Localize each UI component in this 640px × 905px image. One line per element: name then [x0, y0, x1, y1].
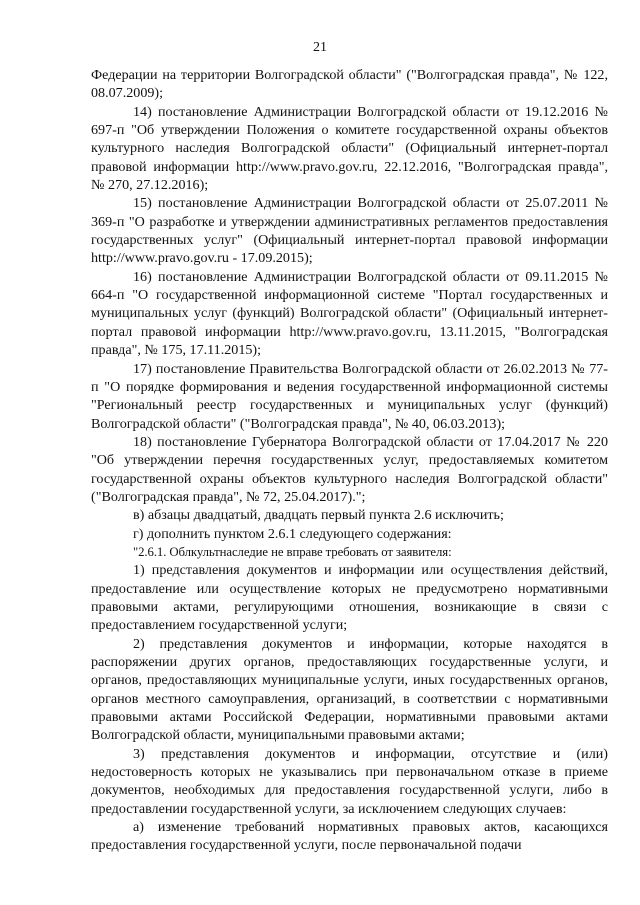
amendment-v: в) абзацы двадцатый, двадцать первый пункта 2.6 исключить; — [133, 507, 504, 524]
clause-item-1: 1) представления документов и информации или осуществления действий, предоставление или осуществление которых не предусмотрено нормативными правовыми актами, регулирующими отношения, возникающие в связи с предоставлением государственной услуги; — [91, 562, 608, 634]
clause-item-2: 2) представления документов и информации, которые находятся в распоряжении других органов, предоставляющих государственные услуги, и органов, предоставляющих муниципальные услуги, иных государственных органов, органов местного самоуправления, организаций, в соответствии с нормативными правовыми актами Российской Федерации, нормативными правовыми актами Волгоградской области, муниципальными правовыми актами; — [91, 635, 608, 744]
paragraph-continuation: Федерации на территории Волгоградской области" ("Волгоградская правда", № 122, 08.07.2009); — [91, 67, 608, 102]
page-number: 21 — [313, 40, 327, 55]
amendment-g: г) дополнить пунктом 2.6.1 следующего содержания: — [133, 525, 452, 542]
list-item-17: 17) постановление Правительства Волгоградской области от 26.02.2013 № 77-п "О порядке формирования и ведения государственной информационной системы "Региональный реестр государственных и муниципальных услуг (функций) Волгоградской области" ("Волгоградская правда", № 40, 06.03.2013); — [91, 360, 608, 432]
document-body — [91, 66, 608, 855]
list-item-18: 18) постановление Губернатора Волгоградской области от 17.04.2017 № 220 "Об утверждении перечня государственных услуг, предоставляемых комитетом государственной охраны объектов культурного наследия Волгоградской области" ("Волгоградская правда", № 72, 25.04.2017)."; — [91, 433, 608, 505]
list-item-15: 15) постановление Администрации Волгоградской области от 25.07.2011 № 369-п "О разработке и утверждении административных регламентов предоставления государственных услуг" (Официальный интернет-портал правовой информации http://www.pravo.gov.ru - 17.09.2015); — [91, 195, 608, 267]
list-item-16: 16) постановление Администрации Волгоградской области от 09.11.2015 № 664-п "О государственной информационной системе "Портал государственных и муниципальных услуг (функций) Волгоградской области" (Официальный интернет-портал правовой информации http://www.pravo.gov.ru, 13.11.2015, "Волгоградская правда", № 175, 17.11.2015); — [91, 268, 608, 359]
list-item-14: 14) постановление Администрации Волгоградской области от 19.12.2016 № 697-п "Об утверждении Положения о комитете государственной охраны объектов культурного наследия Волгоградской области" (Официальный интернет-портал правовой информации http://www.pravo.gov.ru, 22.12.2016, "Волгоградская правда", № 270, 27.12.2016); — [91, 103, 608, 194]
clause-subitem-a: а) изменение требований нормативных правовых актов, касающихся предоставления государственной услуги, после первоначальной подачи — [91, 819, 608, 854]
clause-item-3: 3) представления документов и информации, отсутствие и (или) недостоверность которых не указывались при первоначальном отказе в приеме документов, необходимых для предоставления государственной услуги, либо в предоставлении государственной услуги, за исключением следующих случаев: — [91, 745, 608, 817]
clause-2-6-1-heading: "2.6.1. Облкультнаследие не вправе требовать от заявителя: — [133, 544, 452, 559]
